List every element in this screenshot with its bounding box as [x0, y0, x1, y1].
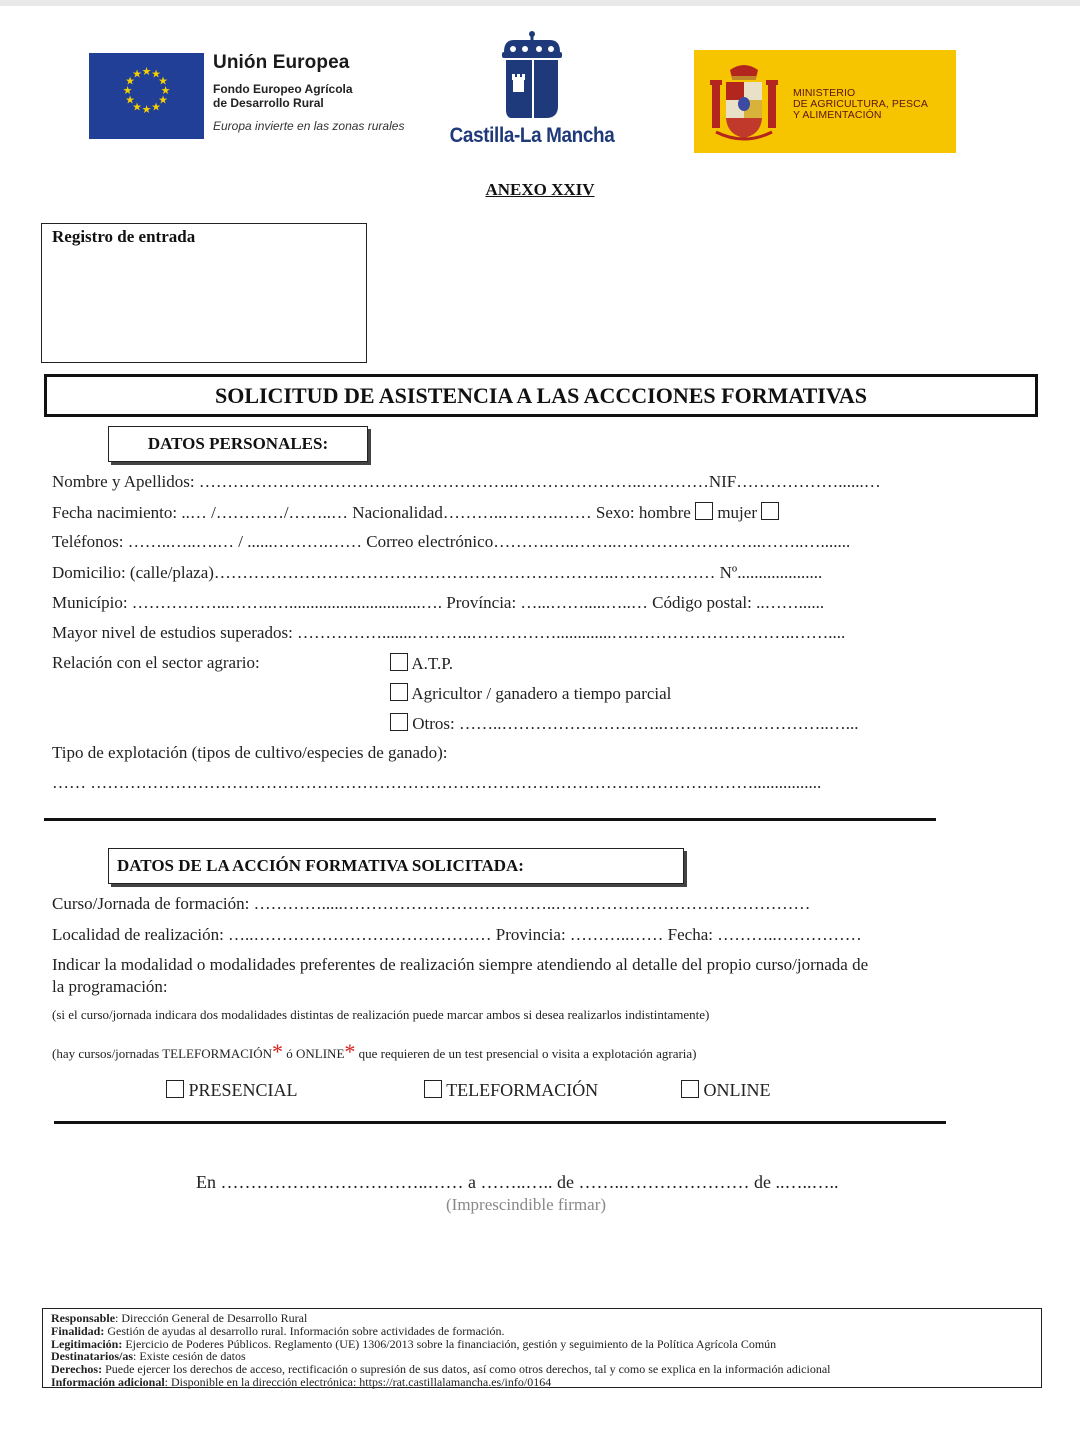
modalidad-presencial-label: PRESENCIAL: [188, 1080, 298, 1100]
relacion-otros-checkbox[interactable]: [390, 713, 408, 731]
svg-text:★: ★: [141, 103, 152, 116]
modalidad-note-2: [52, 1039, 697, 1065]
modalidad-presencial-option: [166, 1080, 298, 1101]
firma-lugar-fecha[interactable]: En ……………………………..…… a ……..….. de ……..………………… de ..…..…..: [196, 1172, 839, 1192]
note2-pre: (hay cursos/jornadas TELEFORMACIÓN: [52, 1046, 273, 1061]
castle-crown-icon: [498, 30, 566, 120]
castilla-la-mancha-logo: [436, 28, 628, 154]
relacion-option-atp: [390, 653, 453, 674]
relacion-parcial-label: Agricultor / ganadero a tiempo parcial: [411, 684, 672, 703]
nombre-field[interactable]: Nombre y Apellidos: ………………………………………………..…………………..…………NIF………………......…: [52, 472, 881, 491]
eu-fund-line2: de Desarrollo Rural: [213, 96, 324, 110]
modalidad-note-1: (si el curso/jornada indicara dos modalidades distintas de realización puede marcar ambos si desea realizarlos indistintamente): [52, 1007, 710, 1022]
section-accion-formativa-title: DATOS DE LA ACCIÓN FORMATIVA SOLICITADA:: [117, 856, 524, 875]
modalidad-teleformacion-checkbox[interactable]: [424, 1080, 442, 1098]
firma-note: (Imprescindible firmar): [446, 1195, 607, 1214]
indicar-modalidad-line1: Indicar la modalidad o modalidades preferentes de realización siempre atendiendo al detalle del propio curso/jornada de: [52, 955, 869, 974]
municipio-field[interactable]: Município: ……………...……..…...............................…. Província: …...…….....…..… Código postal: ..……......: [52, 593, 825, 612]
svg-text:★: ★: [158, 93, 168, 107]
tipo-explotacion-label: Tipo de explotación (tipos de cultivo/especies de ganado):: [52, 743, 448, 762]
estudios-field[interactable]: Mayor nivel de estudios superados: …………….......………..…………….............….………………………..……....: [52, 623, 846, 642]
relacion-atp-label: A.T.P.: [411, 654, 454, 673]
eu-fund-line1: Fondo Europeo Agrícola: [213, 82, 353, 96]
note2-post: que requieren de un test presencial o visita a explotación agraria): [358, 1046, 697, 1061]
sexo-hombre-checkbox[interactable]: [695, 502, 713, 520]
eu-fund: [213, 82, 404, 110]
domicilio-field[interactable]: Domicilio: (calle/plaza)……………………………………………………………..……………… Nº....................: [52, 563, 823, 582]
footer-derechos: Derechos: Puede ejercer los derechos de acceso, rectificación o supresión de sus datos, así como otros derechos, tal y como se explica en la información adicional: [51, 1362, 831, 1377]
footer-finalidad: Finalidad: Gestión de ayudas al desarrollo rural. Información sobre actividades de formación.: [51, 1323, 505, 1338]
modalidad-online-checkbox[interactable]: [681, 1080, 699, 1098]
eu-flag-logo: [89, 53, 204, 139]
relacion-label: Relación con el sector agrario:: [52, 653, 260, 672]
modalidad-teleformacion-label: TELEFORMACIÓN: [446, 1080, 599, 1100]
modalidad-teleformacion-option: [424, 1080, 598, 1101]
registro-entrada-box[interactable]: [41, 223, 367, 363]
form-title-box: [44, 374, 1038, 417]
eu-motto: Europa invierte en las zonas rurales: [213, 119, 405, 133]
relacion-parcial-checkbox[interactable]: [390, 683, 408, 701]
footer-responsable: Responsable: Dirección General de Desarrollo Rural: [51, 1311, 308, 1325]
tipo-explotacion-field[interactable]: …… ………………………………………………………………………………………………………................: [52, 773, 822, 792]
telefonos-field[interactable]: Teléfonos: ……..…..….… / ......……….…… Correo electrónico……….…..……..……………………..……..….......: [52, 532, 851, 551]
annex-title: ANEXO XXIV: [485, 180, 595, 199]
relacion-otros-field[interactable]: Otros: ……..………………………..……….………………..…...: [412, 714, 859, 733]
sexo-mujer-checkbox[interactable]: [761, 502, 779, 520]
top-bar: [0, 0, 1080, 6]
asterisk-icon: *: [344, 1039, 356, 1064]
section-datos-personales-title: DATOS PERSONALES:: [147, 434, 329, 453]
footer-informacion-adicional: Información adicional: Disponible en la dirección electrónica: https://rat.castillalamancha.es/info/0164: [51, 1374, 552, 1389]
coat-of-arms-icon: [710, 62, 778, 142]
form-title: SOLICITUD DE ASISTENCIA A LAS ACCCIONES FORMATIVAS: [214, 383, 868, 408]
svg-text:★: ★: [151, 100, 161, 114]
ministerio-line1: MINISTERIO: [793, 87, 856, 99]
eu-stars-icon: [89, 53, 204, 139]
eu-logo-text: [213, 52, 404, 133]
asterisk-icon: *: [272, 1039, 284, 1064]
fecha-nacionalidad-field[interactable]: Fecha nacimiento: ..… /…………/……..… Nacionalidad………..……….…… Sexo: hombre: [52, 503, 691, 522]
svg-text:★: ★: [125, 74, 135, 88]
modalidad-presencial-checkbox[interactable]: [166, 1080, 184, 1098]
localidad-field[interactable]: Localidad de realización: …..…………………………………… Provincia: ………..…… Fecha: ………..……………: [52, 925, 862, 944]
svg-text:★: ★: [160, 84, 171, 97]
registro-label: Registro de entrada: [52, 227, 196, 246]
divider-1: [44, 818, 936, 821]
ministerio-line3: Y ALIMENTACIÓN: [793, 109, 882, 121]
curso-field[interactable]: Curso/Jornada de formación: ………….....………………………………..………………………………………: [52, 894, 811, 913]
data-protection-box: [42, 1308, 1042, 1388]
footer-legitimacion: Legitimación: Ejercicio de Poderes Públicos. Reglamento (UE) 1306/2013 sobre la financiación, gestión y seguimiento de la Política Agrícola Común: [51, 1336, 777, 1351]
svg-text:★: ★: [132, 100, 142, 114]
svg-text:★: ★: [125, 93, 135, 107]
note2-mid: ó ONLINE: [286, 1046, 345, 1061]
svg-text:★: ★: [122, 84, 133, 97]
relacion-option-parcial: [390, 683, 671, 704]
divider-2: [54, 1121, 946, 1124]
relacion-atp-checkbox[interactable]: [390, 653, 408, 671]
footer-destinatarios: Destinatarios/as: Existe cesión de datos: [51, 1349, 246, 1364]
eu-title: Unión Europea: [213, 52, 350, 73]
fecha-sexo-row: [52, 502, 779, 523]
ministerio-line2: DE AGRICULTURA, PESCA: [793, 98, 928, 110]
section-accion-formativa: [108, 848, 684, 884]
section-datos-personales: [108, 426, 368, 462]
indicar-modalidad-line2: la programación:: [52, 977, 168, 996]
ministerio-name: [793, 88, 928, 121]
ministerio-logo: [694, 50, 956, 153]
relacion-option-otros: [390, 713, 859, 734]
svg-text:★: ★: [141, 65, 152, 78]
region-name: Castilla-La Mancha: [449, 124, 615, 147]
modalidad-online-label: ONLINE: [703, 1080, 771, 1100]
svg-text:★: ★: [158, 74, 168, 88]
modalidad-online-option: [681, 1080, 770, 1101]
sexo-mujer-label: mujer: [717, 503, 757, 522]
svg-text:★: ★: [132, 67, 142, 81]
svg-text:★: ★: [151, 67, 161, 81]
